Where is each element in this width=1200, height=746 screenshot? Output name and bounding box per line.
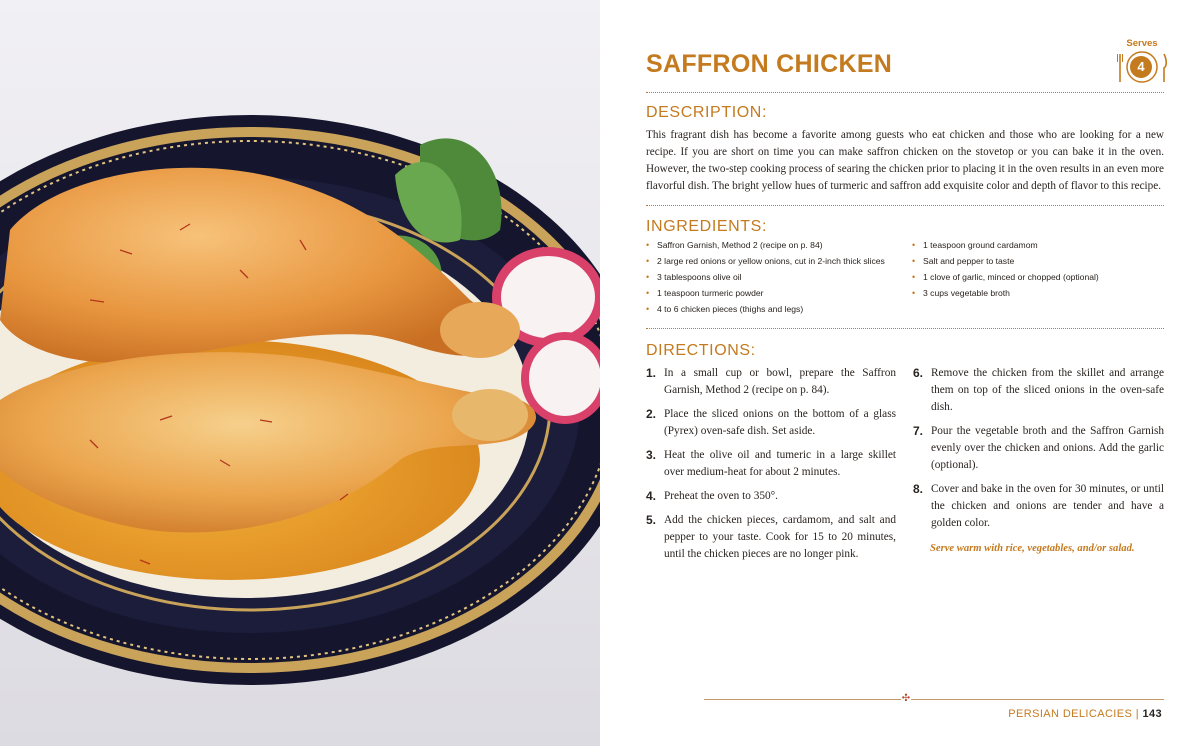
direction-step — [646, 447, 896, 481]
direction-step — [646, 512, 896, 563]
direction-step — [913, 481, 1164, 532]
step-text: Place the sliced onions on the bottom of a glass (Pyrex) oven-safe dish. Set aside. — [664, 408, 896, 437]
step-text: In a small cup or bowl, prepare the Saffron Garnish, Method 2 (recipe on p. 84). — [664, 367, 896, 396]
step-number: 4. — [646, 489, 657, 503]
footer-separator: | — [1135, 708, 1139, 720]
direction-step — [913, 423, 1164, 474]
serving-note: Serve warm with rice, vegetables, and/or salad. — [930, 543, 1135, 554]
ingredients-list-right — [912, 237, 1099, 301]
step-text: Heat the olive oil and tumeric in a large skillet over medium-heat for about 2 minutes. — [664, 449, 896, 478]
divider — [646, 205, 1164, 206]
recipe-page — [600, 0, 1200, 746]
ingredient-item: • 4 to 6 chicken pieces (thighs and legs) — [646, 301, 885, 317]
book-title: PERSIAN DELICACIES — [1008, 708, 1133, 720]
step-number: 6. — [913, 366, 924, 380]
description-text: This fragrant dish has become a favorite among guests who eat chicken and those who are looking for a new recipe. If you are short on time you can make saffron chicken on the stovetop or you can bake it in the oven. However, the two-step cooking process of searing the chicken prior to placing it in the oven results in an even more flavorful dish. The bright yellow hues of turmeric and saffron add exquisite color and depth of flavor to this recipe. — [646, 129, 1164, 192]
divider — [646, 92, 1164, 93]
ingredient-item: • Salt and pepper to taste — [912, 253, 1099, 269]
direction-step — [913, 365, 1164, 416]
serves-count: 4 — [1130, 56, 1152, 78]
page-footer — [1008, 708, 1162, 720]
step-text: Add the chicken pieces, cardamom, and salt and pepper to your taste. Cook for 15 to 20 minutes, until the chicken pieces are no longer pink. — [664, 514, 896, 560]
step-number: 1. — [646, 366, 657, 380]
serves-label: Serves — [1126, 38, 1158, 49]
description-heading: DESCRIPTION: — [646, 104, 767, 121]
step-number: 2. — [646, 407, 657, 421]
footer-divider — [704, 699, 1164, 700]
ingredients-list-left — [646, 237, 885, 317]
ingredient-item: • Saffron Garnish, Method 2 (recipe on p. 84) — [646, 237, 885, 253]
step-number: 5. — [646, 513, 657, 527]
serves-badge — [1116, 38, 1168, 86]
directions-heading: DIRECTIONS: — [646, 342, 756, 359]
direction-step — [646, 365, 896, 399]
recipe-title: SAFFRON CHICKEN — [646, 50, 893, 78]
step-text: Pour the vegetable broth and the Saffron Garnish evenly over the chicken and onions. Add the garlic (optional). — [931, 425, 1164, 471]
ingredients-heading: INGREDIENTS: — [646, 218, 767, 235]
ingredient-item: • 1 teaspoon turmeric powder — [646, 285, 885, 301]
directions-column-right — [913, 365, 1164, 557]
page-number: 143 — [1142, 708, 1162, 720]
divider — [646, 328, 1164, 329]
step-text: Preheat the oven to 350°. — [664, 490, 779, 502]
ingredient-item: • 1 clove of garlic, minced or chopped (optional) — [912, 269, 1099, 285]
step-text: Cover and bake in the oven for 30 minutes, or until the chicken and onions are tender and have a golden color. — [931, 483, 1164, 529]
step-number: 7. — [913, 424, 924, 438]
step-number: 3. — [646, 448, 657, 462]
ingredient-item: • 3 cups vegetable broth — [912, 285, 1099, 301]
ingredient-item: • 1 teaspoon ground cardamom — [912, 237, 1099, 253]
step-number: 8. — [913, 482, 924, 496]
ingredient-item: • 3 tablespoons olive oil — [646, 269, 885, 285]
directions-column-left — [646, 365, 896, 570]
ornament-icon: ✣ — [901, 693, 911, 704]
direction-step — [646, 488, 896, 505]
step-text: Remove the chicken from the skillet and arrange them on top of the sliced onions in the oven-safe dish. — [931, 367, 1164, 413]
ingredient-item: • 2 large red onions or yellow onions, cut in 2-inch thick slices — [646, 253, 885, 269]
direction-step — [646, 406, 896, 440]
